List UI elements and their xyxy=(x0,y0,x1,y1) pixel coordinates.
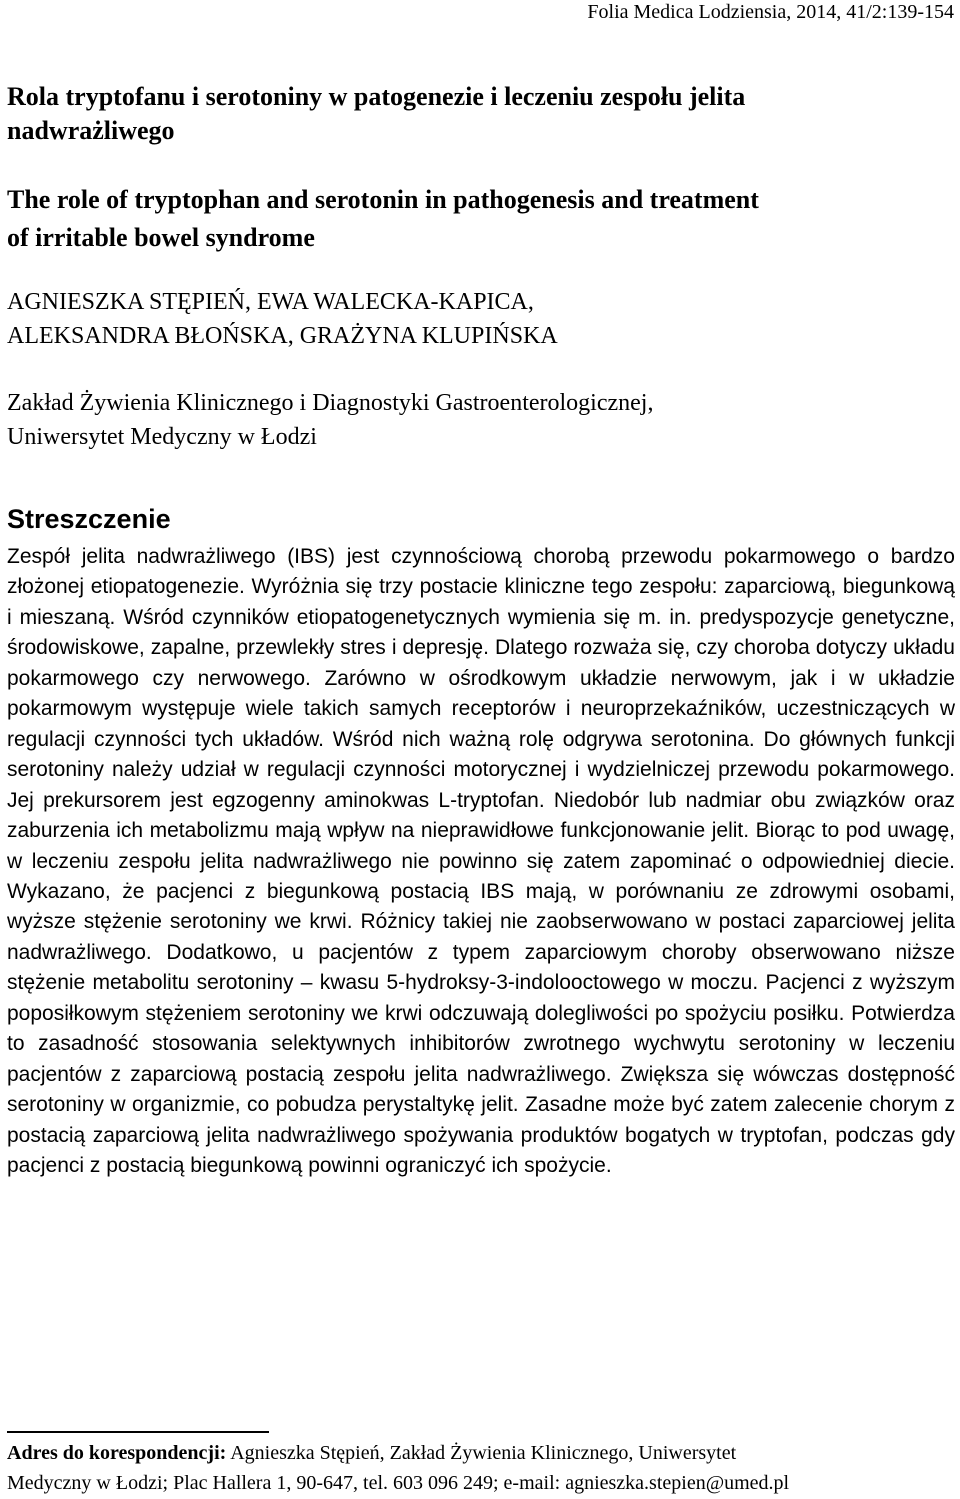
title-english xyxy=(7,181,947,257)
affiliation-line: Uniwersytet Medyczny w Łodzi xyxy=(7,424,317,450)
affiliation xyxy=(7,386,947,454)
correspondence-line: Agnieszka Stępień, Zakład Żywienia Klinicznego, Uniwersytet xyxy=(226,1442,737,1464)
abstract-text: Zespół jelita nadwrażliwego (IBS) jest czynnościową chorobą przewodu pokarmowego o bardzo złożonej etiopatogenezie. Wyróżnia się trzy postacie kliniczne tego zespołu: zaparciową, biegunkową i mieszaną. Wśród czynników etiopatogenetycznych wymienia się m. in. predyspozycje genetyczne, środowiskowe, zapalne, przewlekły stres i depresję. Dlatego rozważa się, czy choroba dotyczy układu pokarmowego czy nerwowego. Zarówno w ośrodkowym układzie nerwowym, jak i w układzie pokarmowym występuje wiele takich samych receptorów i neuroprzekaźników, uczestniczących w regulacji czynności tych układów. Wśród nich ważną rolę odgrywa serotonina. Do głównych funkcji serotoniny należy udział w regulacji czynności motorycznej i wydzielniczej przewodu pokarmowego. Jej prekursorem jest egzogenny aminokwas L-tryptofan. Niedobór lub nadmiar obu związków oraz zaburzenia ich metabolizmu mają wpływ na nieprawidłowe funkcjonowanie jelit. Biorąc to pod uwagę, w leczeniu zespołu jelita nadwrażliwego nie powinno się zatem zapominać o odpowiedniej diecie. Wykazano, że pacjenci z biegunkową postacią IBS mają, w porównaniu ze zdrowymi osobami, wyższe stężenie serotoniny we krwi. Różnicy takiej nie zaobserwowano w postaci zaparciowej jelita nadwrażliwego. Dodatkowo, u pacjentów z typem zaparciowym choroby obserwowano niższe stężenie metabolitu serotoniny – kwasu 5-hydroksy-3-indolooctowego w moczu. Pacjenci z wyższym poposiłkowym stężeniem serotoniny we krwi odczuwają dolegliwości po spożyciu posiłku. Potwierdza to zasadność stosowania selektywnych inhibitorów zwrotnego wychwytu serotoniny w leczeniu pacjentów z zaparciową postacią zespołu jelita nadwrażliwego. Zwiększa się wówczas dostępność serotoniny w organizmie, co pobudza perystaltykę jelit. Zasadne może być zatem zalecenie chorym z postacią zaparciową jelita nadwrażliwego spożywania produktów bogatych w tryptofan, podczas gdy pacjenci z postacią biegunkową powinni ograniczyć ich spożycie. xyxy=(7,545,955,1178)
correspondence-line: Medyczny w Łodzi; Plac Hallera 1, 90-647, tel. 603 096 249; e-mail: agnieszka.stepien@umed.pl xyxy=(7,1472,790,1494)
correspondence-address xyxy=(7,1438,957,1498)
authors-line: ALEKSANDRA BŁOŃSKA, GRAŻYNA KLUPIŃSKA xyxy=(7,323,558,349)
journal-reference: Folia Medica Lodziensia, 2014, 41/2:139-154 xyxy=(587,1,954,23)
affiliation-line: Zakład Żywienia Klinicznego i Diagnostyki Gastroenterologicznej, xyxy=(7,390,654,416)
title-polish-line: Rola tryptofanu i serotoniny w patogenezie i leczeniu zespołu jelita xyxy=(7,82,746,111)
title-english-line: of irritable bowel syndrome xyxy=(7,223,315,252)
abstract-heading: Streszczenie xyxy=(7,504,171,534)
title-english-line: The role of tryptophan and serotonin in pathogenesis and treatment xyxy=(7,185,759,214)
footnote-divider xyxy=(7,1431,269,1433)
authors-line: AGNIESZKA STĘPIEŃ, EWA WALECKA-KAPICA, xyxy=(7,289,534,315)
correspondence-label: Adres do korespondencji: xyxy=(7,1442,227,1464)
authors xyxy=(7,285,947,353)
title-polish xyxy=(7,80,947,148)
title-polish-line: nadwrażliwego xyxy=(7,116,175,145)
